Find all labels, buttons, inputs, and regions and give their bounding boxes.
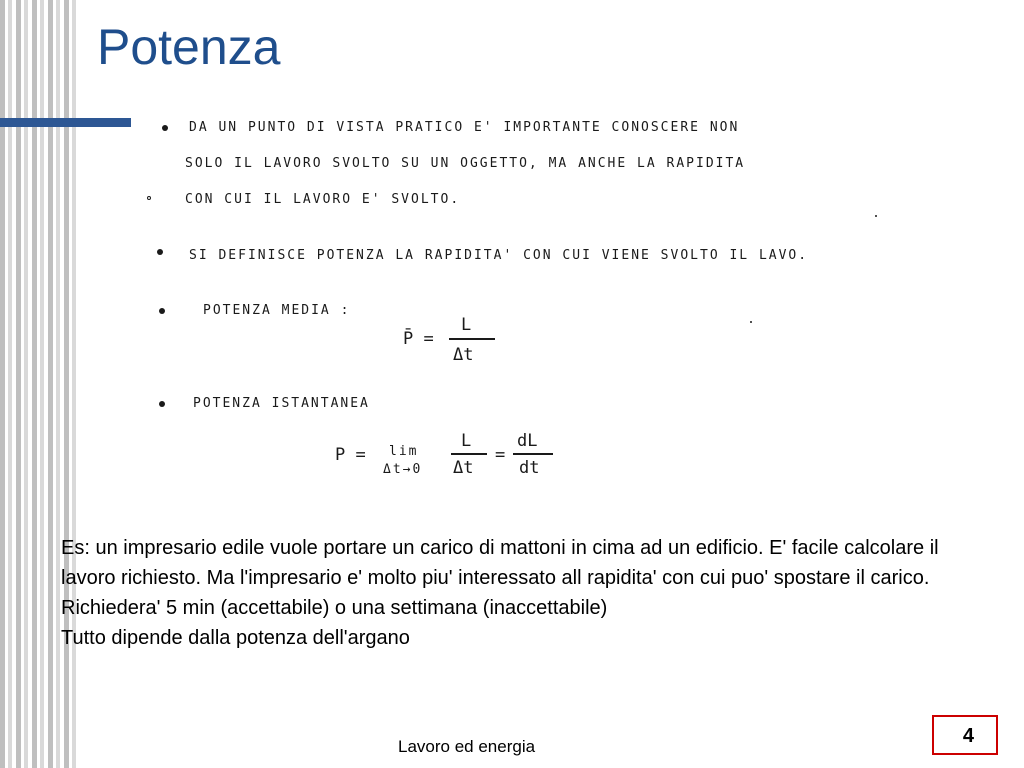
inst-power-lhs: P =: [335, 445, 366, 465]
inst-power-denominator-2: dt: [519, 458, 540, 478]
page-number-box: [932, 715, 998, 755]
title-underline-bar: [0, 118, 134, 127]
inst-power-numerator-2: dL: [517, 431, 538, 451]
bullet-2: [157, 249, 163, 255]
avg-power-denominator: Δt: [453, 345, 474, 365]
inst-power-numerator: L: [461, 431, 472, 451]
inst-power-equals: =: [495, 445, 506, 465]
slide-body-text: [61, 533, 991, 653]
bullet-4: [159, 401, 165, 407]
body-paragraph-1: Es: un impresario edile vuole portare un carico di mattoni in cima ad un edificio. E' facile calcolare il lavoro richiesto. Ma l'impresario e' molto piu' interessato all rapidita' con cui puo' spostare il carico. Richiedera' 5 min (accettabile) o una settimana (inaccettabile): [61, 537, 939, 619]
note-line-2: SOLO IL LAVORO SVOLTO SU UN OGGETTO, MA ANCHE LA RAPIDITA: [185, 156, 746, 171]
avg-power-numerator: L: [461, 315, 472, 335]
note-line-5: POTENZA MEDIA :: [203, 303, 351, 318]
inst-power-denominator: Δt: [453, 458, 474, 478]
inst-power-lim: lim: [389, 444, 419, 459]
body-paragraph-2: Tutto dipende dalla potenza dell'argano: [61, 627, 410, 649]
slide-footer: Lavoro ed energia: [398, 737, 536, 756]
inst-power-lim-sub: Δt→0: [383, 462, 423, 477]
handwritten-notes-image: [131, 112, 901, 497]
bullet-3: [159, 308, 165, 314]
note-line-6: POTENZA ISTANTANEA: [193, 396, 370, 411]
note-line-3: CON CUI IL LAVORO E' SVOLTO.: [185, 192, 461, 207]
page-number: 4: [962, 725, 974, 747]
bullet-1: [162, 125, 168, 131]
slide-title: Potenza: [97, 19, 281, 75]
avg-power-lhs: P̄ =: [403, 329, 434, 349]
note-line-1: DA UN PUNTO DI VISTA PRATICO E' IMPORTANTE CONOSCERE NON: [189, 120, 740, 135]
note-line-4: SI DEFINISCE POTENZA LA RAPIDITA' CON CUI VIENE SVOLTO IL LAVO.: [189, 248, 809, 263]
